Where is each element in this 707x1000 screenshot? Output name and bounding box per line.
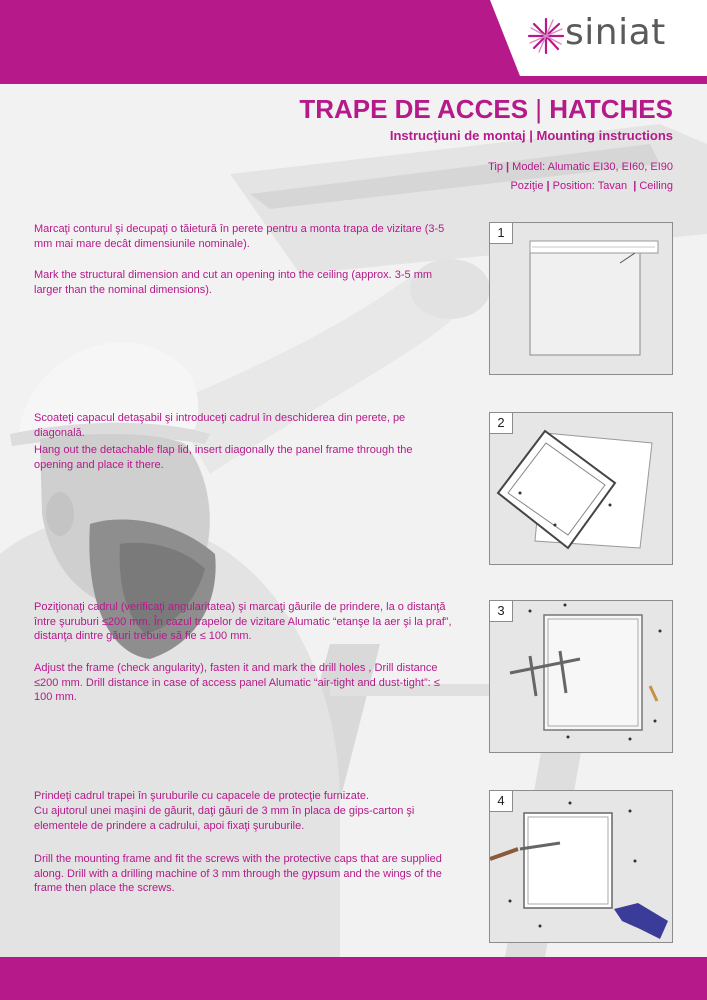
model-line: Tip | Model: Alumatic EI30, EI60, EI90 — [488, 161, 673, 173]
siniat-starburst-icon — [526, 16, 566, 56]
position-line: Poziţie | Position: Tavan | Ceiling — [510, 180, 673, 192]
step-2-text-ro: Scoateţi capacul detaşabil şi introduceţi cadrul în deschiderea din perete, pe diagonală. — [34, 412, 406, 439]
subtitle-english: Mounting instructions — [536, 128, 673, 143]
type-value: Alumatic EI30, EI60, EI90 — [547, 161, 673, 173]
step-3-illustration — [489, 600, 673, 753]
frame-adjust-drawing — [490, 601, 673, 753]
step-4-text-ro-1: Prindeţi cadrul trapei în şuruburile cu capacele de protecţie furnizate. — [34, 790, 370, 802]
type-label-en: Model: — [512, 161, 546, 173]
step-4-number: 4 — [490, 791, 513, 812]
step-4-text-ro-2: Cu ajutorul unei maşini de găurit, daţi găuri de 3 mm în placa de gips-carton şi elementele de prindere a cadrului, apoi fixaţi şuruburile. — [34, 805, 415, 832]
ceiling-opening-drawing — [490, 223, 673, 375]
step-1-illustration — [489, 222, 673, 375]
subtitle-romanian: Instrucţiuni de montaj — [389, 128, 526, 143]
page-subtitle: Instrucţiuni de montaj | Mounting instructions — [389, 128, 673, 143]
step-1-number: 1 — [490, 223, 513, 244]
footer-bar — [0, 957, 707, 1000]
brand-logo-text: siniat — [565, 12, 666, 53]
position-value-en: Ceiling — [639, 180, 673, 192]
position-value-ro: Tavan — [597, 180, 628, 192]
step-3-text-ro: Poziţionaţi cadrul (verificaţi angularitatea) şi marcaţi găurile de prindere, la o distanţă între şuruburi ≤200 mm. În cazul trapelor de vizitare Alumatic “etanşe la aer şi la praf”, distanţa dintre găuri trebuie să fie ≤ 100 mm. — [34, 601, 452, 642]
step-3-text-en: Adjust the frame (check angularity), fasten it and mark the drill holes , Drill distance ≤200 mm. Drill distance in case of access panel Alumatic “air-tight and dust-tight”: ≤ 100 mm. — [34, 662, 440, 703]
title-romanian: TRAPE DE ACCES — [299, 94, 529, 124]
position-label-en: Position: — [552, 180, 595, 192]
position-label-ro: Poziţie — [510, 180, 544, 192]
step-3-number: 3 — [490, 601, 513, 622]
drill-screws-drawing — [490, 791, 673, 943]
step-1-text-en: Mark the structural dimension and cut an opening into the ceiling (approx. 3-5 mm larger than the nominal dimensions). — [34, 269, 433, 296]
page-title: TRAPE DE ACCES | HATCHES — [299, 94, 673, 124]
step-4-text-en: Drill the mounting frame and fit the screws with the protective caps that are supplied along. Drill with a drilling machine of 3 mm through the gypsum and the wings of the frame then place the screws. — [34, 853, 442, 894]
step-2-illustration — [489, 412, 673, 565]
title-english: HATCHES — [549, 94, 673, 124]
step-2-number: 2 — [490, 413, 513, 434]
step-1-text-ro: Marcaţi conturul şi decupaţi o tăietură în perete pentru a monta trapa de vizitare (3-5 mm mai mare decât dimensiunile nominale). — [34, 223, 445, 250]
step-2-text-en: Hang out the detachable flap lid, insert diagonally the panel frame through the opening and place it there. — [34, 444, 413, 471]
diagonal-frame-insert-drawing — [490, 413, 673, 565]
step-4-illustration — [489, 790, 673, 943]
type-label-ro: Tip — [488, 161, 503, 173]
